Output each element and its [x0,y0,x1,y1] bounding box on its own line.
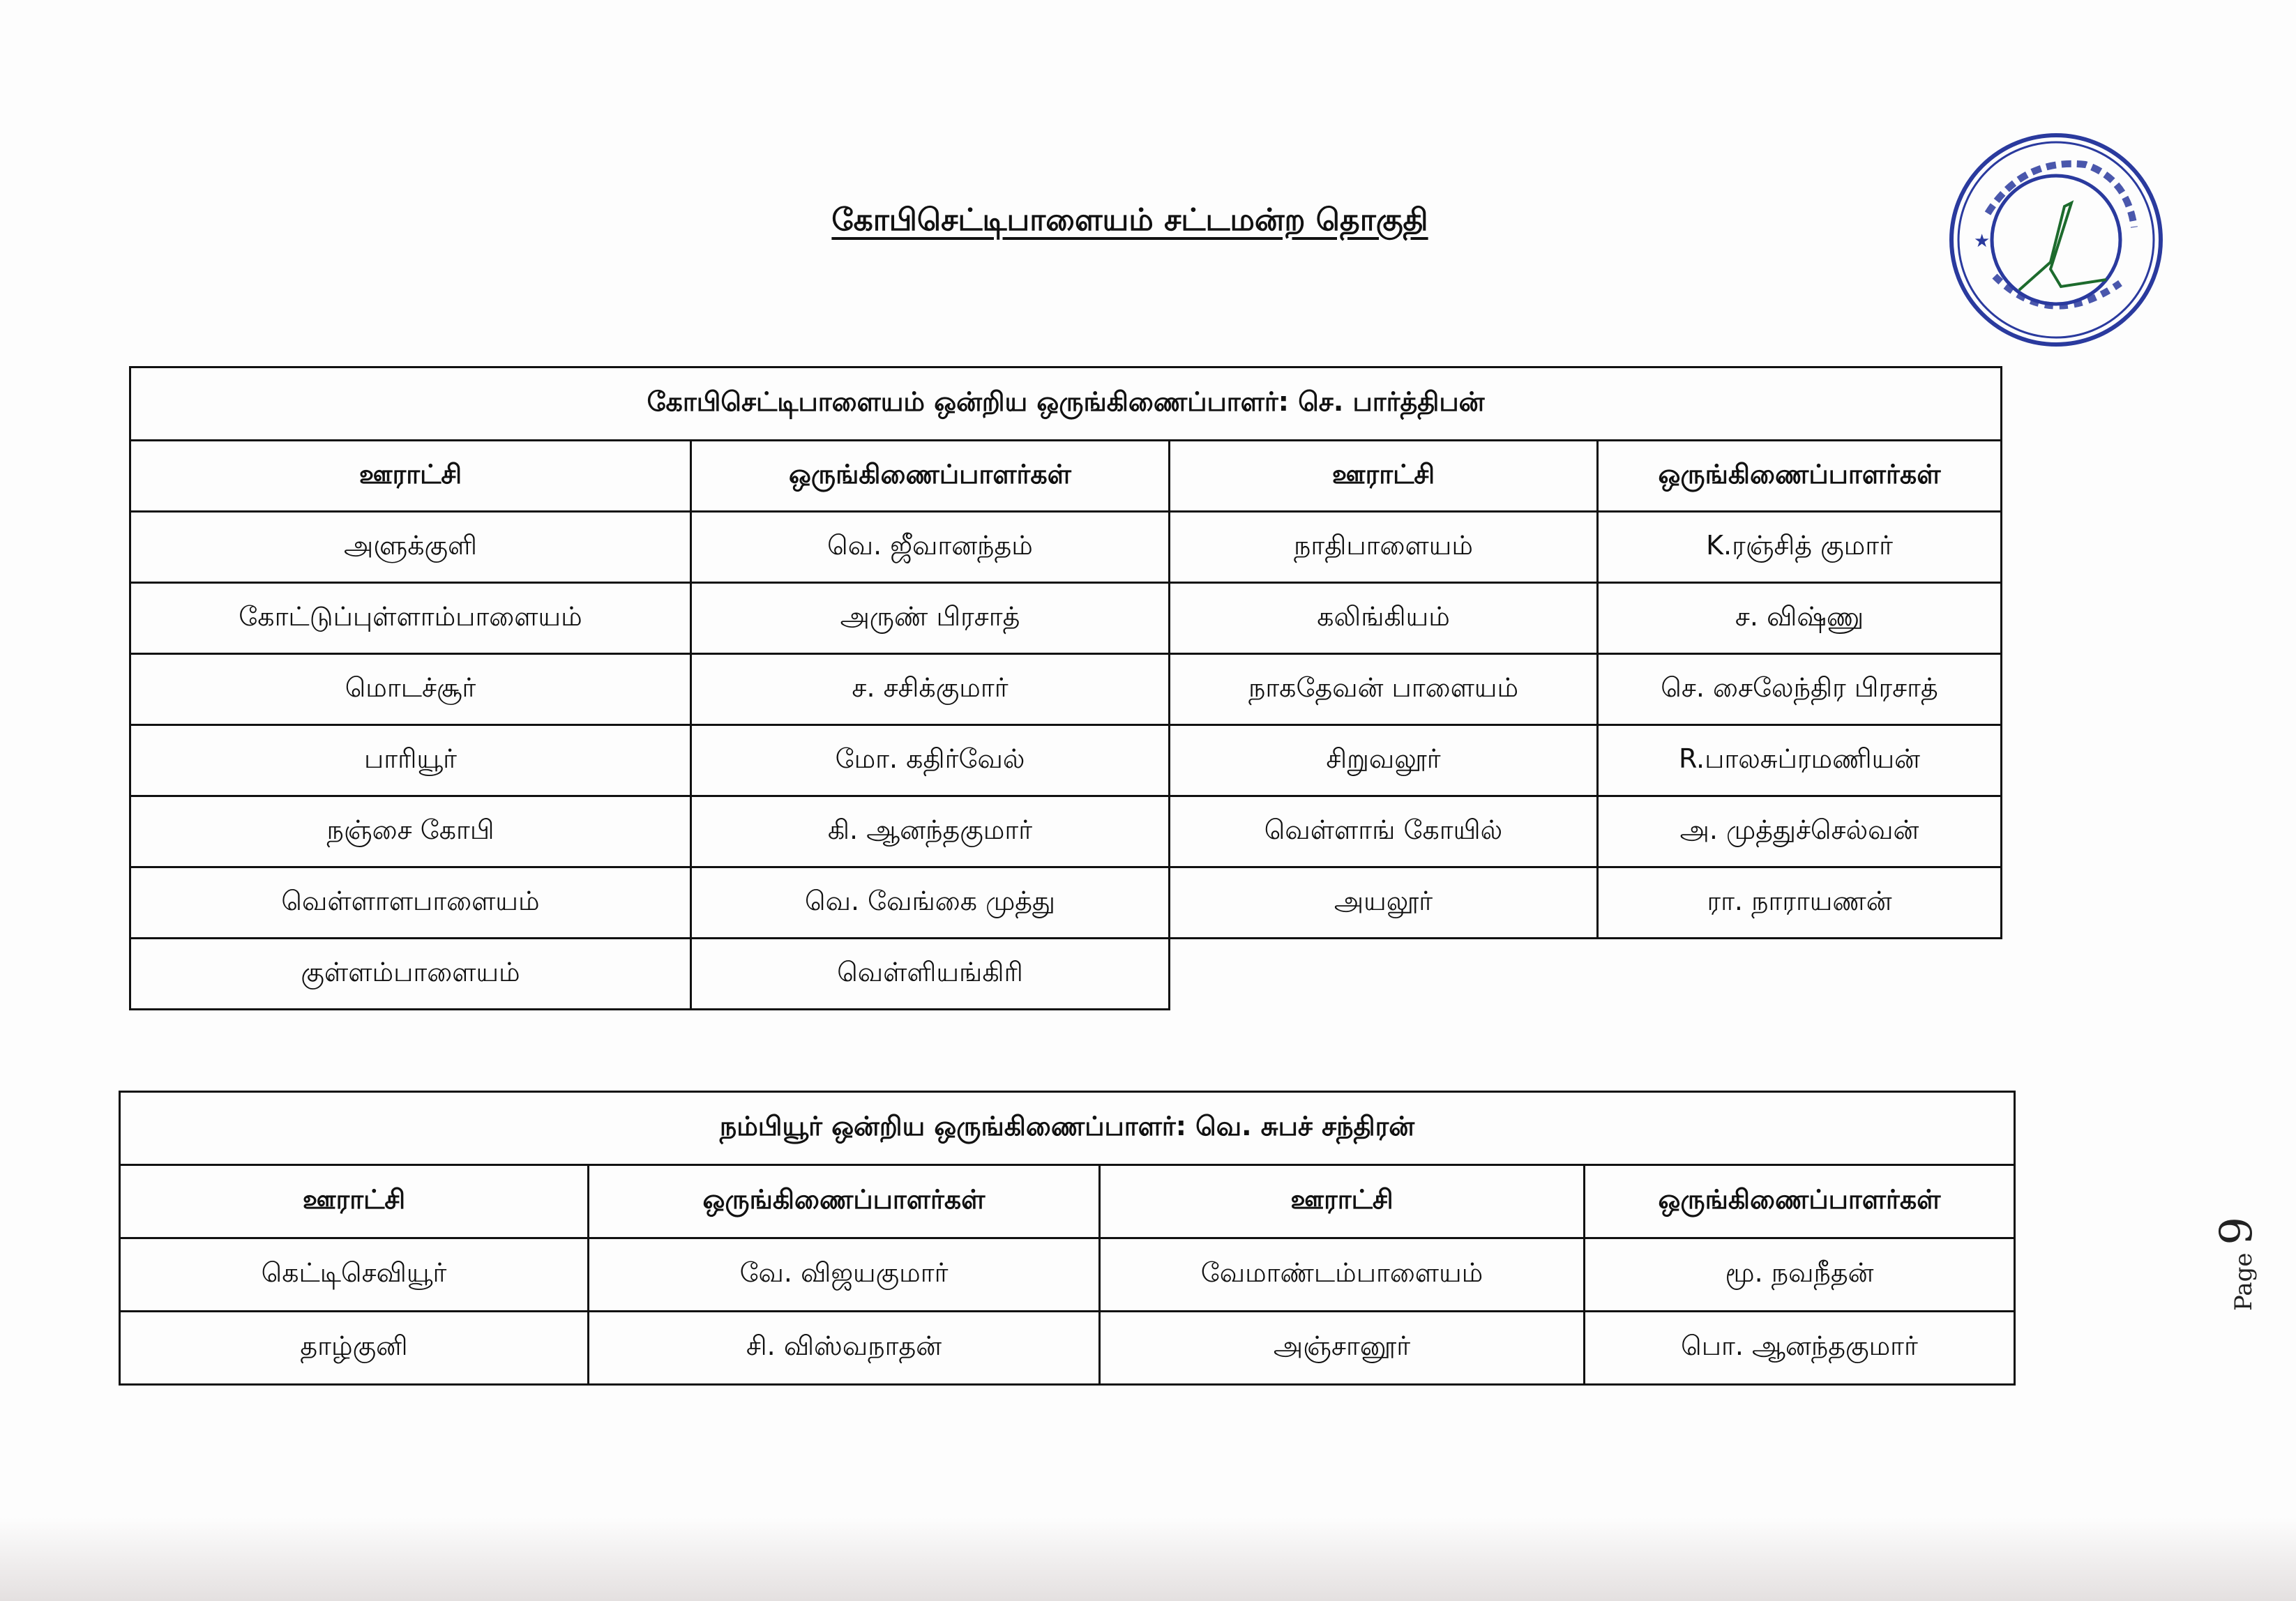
table-row [130,867,2002,939]
coordinator-cell: K.ரஞ்சித் குமார் [1598,512,2002,583]
panchayat-cell: வெள்ளாங் கோயில் [1170,796,1598,867]
column-header: ஒருங்கிணைப்பாளர்கள் [691,441,1170,512]
coordinator-cell: பொ. ஆனந்தகுமார் [1585,1312,2015,1385]
panchayat-cell: பாரியூர் [130,725,691,796]
coordinator-cell: வே. விஜயகுமார் [589,1238,1100,1312]
page-shadow [0,1517,2296,1601]
table-row [130,725,2002,796]
document-title: கோபிசெட்டிபாளையம் சட்டமன்ற தொகுதி [831,202,1428,238]
panchayat-cell: வெள்ளாளபாளையம் [130,867,691,939]
gobichettipalayam-union-table [129,366,2002,1010]
table-row [130,796,2002,867]
panchayat-cell: நாதிபாளையம் [1170,512,1598,583]
panchayat-cell: நாகதேவன் பாளையம் [1170,654,1598,725]
column-header: ஊராட்சி [120,1165,589,1238]
coordinator-cell: R.பாலசுப்ரமணியன் [1598,725,2002,796]
column-header: ஊராட்சி [1170,441,1598,512]
table-row [130,939,2002,1010]
table-row [120,1312,2015,1385]
coordinator-cell: ச. சசிக்குமார் [691,654,1170,725]
panchayat-cell: கெட்டிசெவியூர் [120,1238,589,1312]
panchayat-cell: கலிங்கியம் [1170,583,1598,654]
table-caption: கோபிசெட்டிபாளையம் ஒன்றிய ஒருங்கிணைப்பாளர்: செ. பார்த்திபன் [130,367,2002,441]
column-header: ஒருங்கிணைப்பாளர்கள் [589,1165,1100,1238]
svg-text:★: ★ [1974,231,1991,252]
coordinator-cell: ச. விஷ்ணு [1598,583,2002,654]
coordinator-cell: அ. முத்துச்செல்வன் [1598,796,2002,867]
panchayat-cell: கோட்டுப்புள்ளாம்பாளையம் [130,583,691,654]
table-row [120,1238,2015,1312]
coordinator-cell: மூ. நவநீதன் [1585,1238,2015,1312]
panchayat-cell: நஞ்சை கோபி [130,796,691,867]
table-row [130,512,2002,583]
panchayat-cell: வேமாண்டம்பாளையம் [1100,1238,1585,1312]
panchayat-cell: அயலூர் [1170,867,1598,939]
panchayat-cell: சிறுவலூர் [1170,725,1598,796]
column-header: ஊராட்சி [1100,1165,1585,1238]
page-label: Page [2230,1252,2258,1311]
table-caption: நம்பியூர் ஒன்றிய ஒருங்கிணைப்பாளர்: வெ. சுபச் சந்திரன் [120,1092,2015,1165]
page-number-value: 9 [2211,1216,2263,1245]
coordinator-cell: வெ. ஜீவானந்தம் [691,512,1170,583]
panchayat-cell: தாழ்குனி [120,1312,589,1385]
empty-cell [1170,939,2002,1010]
coordinator-cell: சி. விஸ்வநாதன் [589,1312,1100,1385]
coordinator-cell: அருண் பிரசாத் [691,583,1170,654]
coordinator-cell: வெள்ளியங்கிரி [691,939,1170,1010]
coordinator-cell: மோ. கதிர்வேல் [691,725,1170,796]
table-row [130,654,2002,725]
coordinator-cell: செ. சைலேந்திர பிரசாத் [1598,654,2002,725]
coordinator-cell: கி. ஆனந்தகுமார் [691,796,1170,867]
panchayat-cell: குள்ளம்பாளையம் [130,939,691,1010]
organization-seal-stamp [1946,130,2166,350]
coordinator-cell: ரா. நாராயணன் [1598,867,2002,939]
column-header: ஊராட்சி [130,441,691,512]
nambiyur-union-table [119,1091,2016,1386]
coordinator-cell: வெ. வேங்கை முத்து [691,867,1170,939]
page-number [2211,1217,2263,1311]
column-header: ஒருங்கிணைப்பாளர்கள் [1585,1165,2015,1238]
column-header: ஒருங்கிணைப்பாளர்கள் [1598,441,2002,512]
table-row [130,583,2002,654]
panchayat-cell: அஞ்சானூர் [1100,1312,1585,1385]
panchayat-cell: மொடச்சூர் [130,654,691,725]
panchayat-cell: அளுக்குளி [130,512,691,583]
